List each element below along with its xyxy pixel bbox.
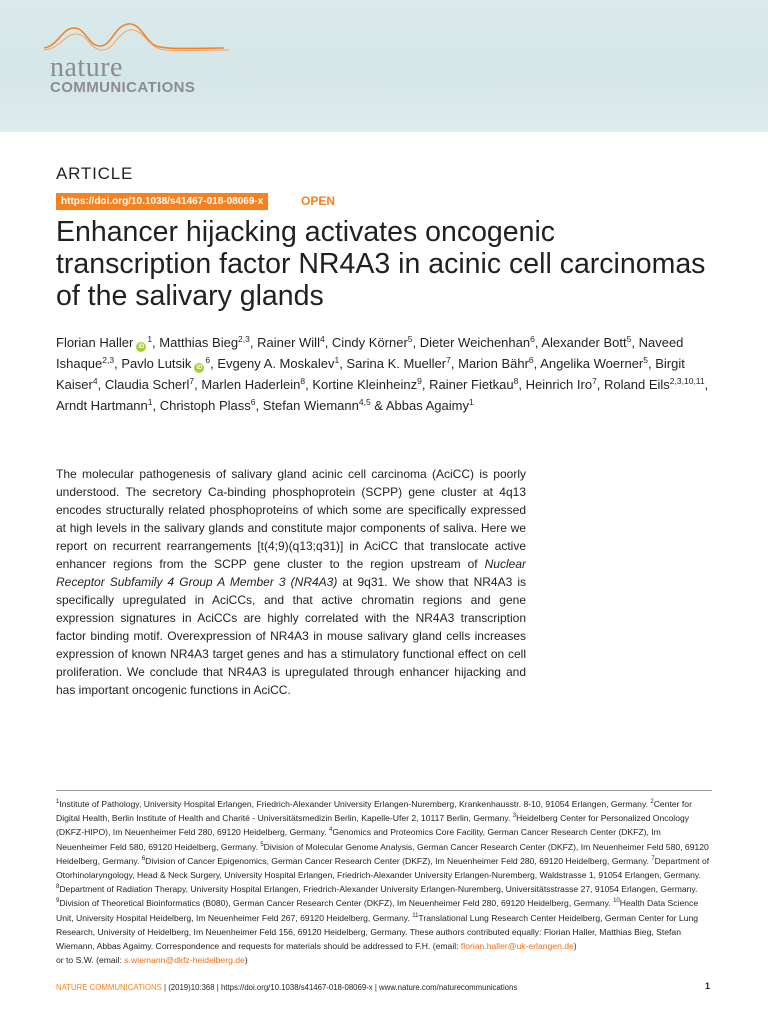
affiliation-number: 9 bbox=[56, 898, 60, 905]
author-name[interactable]: Birgit Kaiser bbox=[56, 356, 685, 392]
author-name[interactable]: Naveed Ishaque bbox=[56, 335, 684, 371]
abstract-text-part1: The molecular pathogenesis of salivary gland acinic cell carcinoma (AciCC) is poorly understood. The secretory Ca-binding phosphoprotein (SCPP) gene cluster at 4q13 encodes structurally related phosphoproteins of which some are specifically expressed at high levels in the salivary glands and constitute major components of saliva. Here we report on recurrent rearrangements [t(4;9)(q13;q31)] in AciCC that translocate active enhancer regions from the SCPP gene cluster to the region upstream of bbox=[56, 467, 526, 571]
affiliation-text: Institute of Pathology, University Hospital Erlangen, Friedrich-Alexander University Erlangen-Nuremberg, Krankenhausstr. 8-10, 91054 Erlangen, Germany. bbox=[59, 799, 651, 809]
affiliation-text: Department of Otorhinolaryngology, Head & Neck Surgery, University Hospital Erlangen, Friedrich-Alexander University Erlangen-Nuremberg, Waldstrasse 1, 91054 Erlangen, Germany. bbox=[56, 855, 710, 881]
author-affiliation-number: 6 bbox=[250, 397, 256, 407]
author-name[interactable]: Stefan Wiemann bbox=[262, 398, 359, 413]
author-affiliation-number: 4 bbox=[92, 376, 98, 386]
email-link[interactable]: s.wiemann@dkfz-heidelberg.de bbox=[124, 955, 245, 966]
affiliation-number: 7 bbox=[651, 855, 655, 862]
correspondence-connector-2: or to S.W. (email: bbox=[56, 955, 125, 966]
affiliation-number: 1 bbox=[56, 799, 60, 805]
affiliation-divider bbox=[56, 790, 712, 791]
doi-link[interactable]: https://doi.org/10.1038/s41467-018-08069-x bbox=[56, 193, 268, 210]
author-name[interactable]: Arndt Hartmann bbox=[56, 398, 148, 413]
author-name[interactable]: Evgeny A. Moskalev bbox=[217, 356, 335, 371]
logo-communications-text: COMMUNICATIONS bbox=[50, 79, 196, 96]
author-affiliation-number: 5 bbox=[643, 355, 648, 365]
correspondence-connector: ) bbox=[573, 941, 577, 952]
author-affiliation-number: 8 bbox=[513, 376, 519, 386]
author-affiliation-number: 5 bbox=[626, 334, 632, 344]
affiliation-text: Translational Lung Research Center Heidelberg, German Center for Lung Research, University of Heidelberg, Im Neuenheimer Feld 156, 69120 Heidelberg, Germany. bbox=[56, 912, 699, 937]
author-name[interactable]: Claudia Scherl bbox=[104, 377, 190, 392]
article-type-label: ARTICLE bbox=[56, 164, 134, 183]
article-title: Enhancer hijacking activates oncogenic transcription factor NR4A3 in acinic cell carcinomas of the salivary glands bbox=[56, 216, 706, 312]
affiliation-number: 2 bbox=[650, 799, 654, 805]
author-name[interactable]: Marlen Haderlein bbox=[201, 377, 301, 392]
author-affiliation-number: 5 bbox=[407, 334, 413, 344]
author-affiliation-number: 7 bbox=[189, 376, 195, 386]
affiliation-number: 6 bbox=[141, 855, 146, 862]
affiliation-text: Department of Radiation Therapy, University Hospital Erlangen, Friedrich-Alexander University Erlangen-Nuremberg, Universitätsstrasse 27, 91054 Erlangen, Germany. bbox=[59, 884, 698, 895]
author-name[interactable]: Kortine Kleinheinz bbox=[312, 377, 418, 392]
abstract bbox=[56, 465, 526, 699]
page-footer bbox=[56, 982, 712, 994]
author-affiliation-number: 1 bbox=[147, 334, 153, 344]
author-name[interactable]: Dieter Weichenhan bbox=[419, 335, 531, 350]
author-name[interactable]: Heinrich Iro bbox=[525, 377, 593, 392]
author-affiliation-number: 8 bbox=[300, 376, 306, 386]
author-name[interactable]: Christoph Plass bbox=[159, 398, 251, 413]
affiliation-number: 10 bbox=[613, 898, 620, 905]
author-affiliation-number: 1 bbox=[334, 355, 340, 365]
author-name[interactable]: Roland Eils bbox=[604, 377, 670, 392]
affiliation-number: 11 bbox=[412, 912, 419, 919]
author-name[interactable]: Florian Haller bbox=[56, 335, 134, 350]
author-name[interactable]: Rainer Will bbox=[257, 335, 320, 350]
affiliation-number: 5 bbox=[260, 841, 264, 848]
correspondence-end: ) bbox=[244, 955, 248, 966]
author-list: Florian Haller $iD^1$, Matthias Bieg$^{2,3}$, Rainer Will$^4$, Cindy Körner$^5$, Dieter Weichenhan$^6$, Alexander Bott$^5$, Naveed Ishaque$^{2,3}$, Pavlo Lutsik $iD^6$, Evgeny A. Moskalev$^1$, Sarina K. Mueller$^7$, Marion Bähr$^6$, Angelika Woerner$^5$, Birgit Kaiser$^4$, Claudia Scherl$^7$, Marlen Haderlein$^8$, Kortine Kleinheinz$^9$, Rainer Fietkau$^8$, Heinrich Iro$^7$, Roland Eils$^{2,3,10,11}$, Arndt Hartmann$^1$, Christoph Plass$^6$, Stefan Wiemann$^{4,5}$ & Abbas Agaimy$^1$ bbox=[56, 334, 709, 413]
author-affiliation-number: 6 bbox=[528, 355, 534, 365]
orcid-icon[interactable]: iD bbox=[196, 365, 203, 371]
abstract-gene-name: Nuclear Receptor Subfamily 4 Group A Member 3 (NR4A3) bbox=[56, 557, 526, 589]
correspondence-note: These authors contributed equally: Florian Haller, Matthias Bieg, Stefan Wiemann, Abbas Agaimy. Correspondence and requests for materials should be addressed to F.H. (email: bbox=[56, 926, 681, 952]
author-affiliation-number: 6 bbox=[205, 355, 211, 365]
author-name[interactable]: Pavlo Lutsik bbox=[121, 356, 192, 371]
author-name[interactable]: Matthias Bieg bbox=[159, 335, 239, 350]
author-affiliation-number: 7 bbox=[446, 355, 451, 365]
author-affiliation-number: 9 bbox=[417, 376, 422, 386]
author-affiliation-number: 1 bbox=[468, 397, 474, 407]
affiliation-text: Heidelberg Center for Personalized Oncology (DKFZ-HIPO), Im Neuenheimer Feld 280, 69120 Heidelberg, Germany. bbox=[56, 813, 690, 838]
abstract-text-part2: at 9q31. We show that NR4A3 is specifically upregulated in AciCCs, and that active chromatin regions and gene expression signatures in AciCCs are highly correlated with the NR4A3 transcription factor binding motif. Overexpression of NR4A3 in mouse salivary gland cells increases expression of known NR4A3 target genes and has a stimulatory functional effect on cell proliferation. We conclude that NR4A3 is upregulated through enhancer hijacking and has important oncogenic functions in AciCC. bbox=[56, 575, 526, 697]
affiliation-text: Health Data Science Unit, University Hospital Heidelberg, Im Neuenheimer Feld 267, 69120 Heidelberg, Germany. bbox=[56, 898, 699, 923]
author-affiliation-number: 6 bbox=[530, 334, 535, 344]
author-name[interactable]: Marion Bähr bbox=[458, 356, 529, 371]
footer-citation: | (2019)10:368 | https://doi.org/10.1038/s41467-018-08069-x | www.nature.com/naturecommunications bbox=[161, 983, 518, 992]
author-affiliation-number: 4,5 bbox=[358, 397, 371, 407]
affiliation-text: Center for Digital Health, Berlin Institute of Health and Charité - Universitätsmedizin Berlin, Kapelle-Ufer 2, 10117 Berlin, Germany. bbox=[56, 799, 692, 824]
page-number: 1 bbox=[704, 981, 710, 991]
author-name[interactable]: Rainer Fietkau bbox=[429, 377, 514, 392]
author-affiliation-number: 1 bbox=[147, 397, 153, 407]
affiliation-text: Division of Cancer Epigenomics, German Cancer Research Center (DKFZ), Im Neuenheimer Feld 280, 69120 Heidelberg, Germany. bbox=[145, 855, 652, 866]
affiliations bbox=[56, 797, 714, 967]
affiliation-text: Division of Theoretical Bioinformatics (B080), German Cancer Research Center (DKFZ), Im Neuenheimer Feld 280, 69120 Heidelberg, Germany. bbox=[59, 898, 614, 909]
affiliation-text: Genomics and Proteomics Core Facility, German Cancer Research Center (DKFZ), Im Neuenheimer Feld 580, 69120 Heidelberg, Germany. bbox=[56, 827, 661, 852]
affiliation-number: 4 bbox=[329, 827, 333, 834]
author-name[interactable]: Cindy Körner bbox=[331, 335, 408, 350]
nature-communications-logo[interactable] bbox=[44, 20, 264, 100]
affiliation-number: 8 bbox=[56, 884, 60, 891]
author-affiliation-number: 2,3 bbox=[238, 334, 250, 344]
logo-nature-text: nature bbox=[50, 52, 123, 83]
email-link[interactable]: florian.haller@uk-erlangen.de bbox=[460, 941, 574, 952]
orcid-icon[interactable]: iD bbox=[138, 344, 145, 350]
author-affiliation-number: 4 bbox=[319, 334, 325, 344]
open-access-label: OPEN bbox=[301, 194, 336, 208]
author-name[interactable]: Sarina K. Mueller bbox=[346, 356, 447, 371]
affiliation-text: Division of Molecular Genome Analysis, German Cancer Research Center (DKFZ), Im Neuenheimer Feld 580, 69120 Heidelberg, Germany. bbox=[56, 841, 709, 866]
journal-header-band bbox=[0, 0, 768, 132]
author-name[interactable]: Angelika Woerner bbox=[540, 356, 644, 371]
author-affiliation-number: 2,3 bbox=[102, 355, 115, 365]
footer-journal-name[interactable]: NATURE COMMUNICATIONS bbox=[56, 983, 162, 992]
author-name[interactable]: Abbas Agaimy bbox=[385, 398, 469, 413]
affiliation-number: 3 bbox=[512, 813, 517, 820]
author-name[interactable]: Alexander Bott bbox=[541, 335, 627, 350]
author-affiliation-number: 7 bbox=[592, 376, 597, 386]
author-affiliation-number: 2,3,10,11 bbox=[669, 376, 705, 386]
